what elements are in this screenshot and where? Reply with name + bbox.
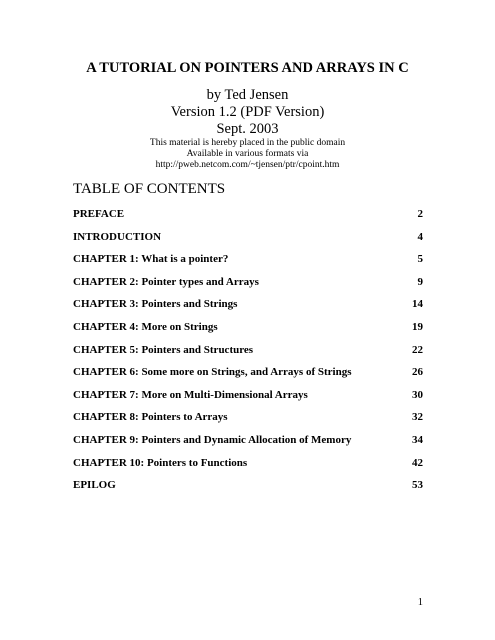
toc-entry-page: 19 — [412, 320, 423, 333]
toc-entry-page: 2 — [417, 208, 423, 220]
author-line: by Ted Jensen — [206, 87, 289, 103]
toc-entry-chapter-5 — [73, 341, 423, 364]
toc-entry-label: CHAPTER 3: Pointers and Strings — [73, 298, 238, 311]
toc-entry-label: EPILOG — [73, 479, 116, 492]
toc-entry-page: 32 — [412, 411, 423, 424]
document-title: A TUTORIAL ON POINTERS AND ARRAYS IN C — [86, 60, 409, 76]
public-domain-notice: This material is hereby placed in the public domain — [149, 138, 346, 148]
page-number: 1 — [417, 597, 423, 608]
source-url: http://pweb.netcom.com/~tjensen/ptr/cpoint.htm — [155, 160, 340, 170]
toc-entry-chapter-9 — [73, 431, 423, 454]
toc-entry-label: CHAPTER 7: More on Multi-Dimensional Arrays — [73, 388, 308, 401]
toc-entry-introduction — [73, 228, 423, 251]
toc-entry-label: CHAPTER 8: Pointers to Arrays — [73, 411, 228, 424]
toc-entry-label: CHAPTER 2: Pointer types and Arrays — [73, 275, 259, 288]
toc-entry-chapter-6 — [73, 363, 423, 386]
toc-entry-label: CHAPTER 1: What is a pointer? — [73, 253, 229, 266]
toc-entry-page: 9 — [417, 275, 423, 288]
toc-entry-chapter-8 — [73, 408, 423, 431]
toc-entry-page: 26 — [412, 366, 423, 379]
toc-entry-label: CHAPTER 6: Some more on Strings, and Arrays of Strings — [73, 366, 352, 379]
toc-entry-chapter-2 — [73, 273, 423, 296]
table-of-contents — [73, 205, 423, 499]
toc-entry-page: 53 — [412, 479, 423, 492]
toc-entry-chapter-3 — [73, 295, 423, 318]
toc-entry-label: CHAPTER 4: More on Strings — [73, 320, 218, 333]
toc-heading: TABLE OF CONTENTS — [73, 181, 226, 197]
toc-entry-page: 5 — [417, 253, 423, 266]
toc-entry-page: 14 — [412, 298, 423, 311]
toc-entry-label: PREFACE — [73, 208, 125, 220]
toc-entry-chapter-10 — [73, 454, 423, 477]
toc-entry-page: 22 — [412, 343, 423, 356]
version-line: Version 1.2 (PDF Version) — [170, 104, 325, 120]
availability-note: Available in various formats via — [186, 149, 309, 159]
toc-entry-page: 42 — [412, 456, 423, 469]
date-line: Sept. 2003 — [216, 121, 279, 137]
toc-entry-chapter-7 — [73, 386, 423, 409]
toc-entry-preface — [73, 205, 423, 228]
toc-entry-label: CHAPTER 10: Pointers to Functions — [73, 456, 248, 469]
toc-entry-page: 4 — [417, 230, 423, 243]
toc-entry-page: 34 — [412, 433, 423, 446]
toc-entry-page: 30 — [412, 388, 423, 401]
toc-entry-chapter-1 — [73, 250, 423, 273]
toc-entry-label: CHAPTER 5: Pointers and Structures — [73, 343, 254, 356]
toc-entry-epilog — [73, 476, 423, 499]
toc-entry-label: CHAPTER 9: Pointers and Dynamic Allocation of Memory — [73, 433, 352, 446]
toc-entry-label: INTRODUCTION — [73, 230, 162, 243]
toc-entry-chapter-4 — [73, 318, 423, 341]
